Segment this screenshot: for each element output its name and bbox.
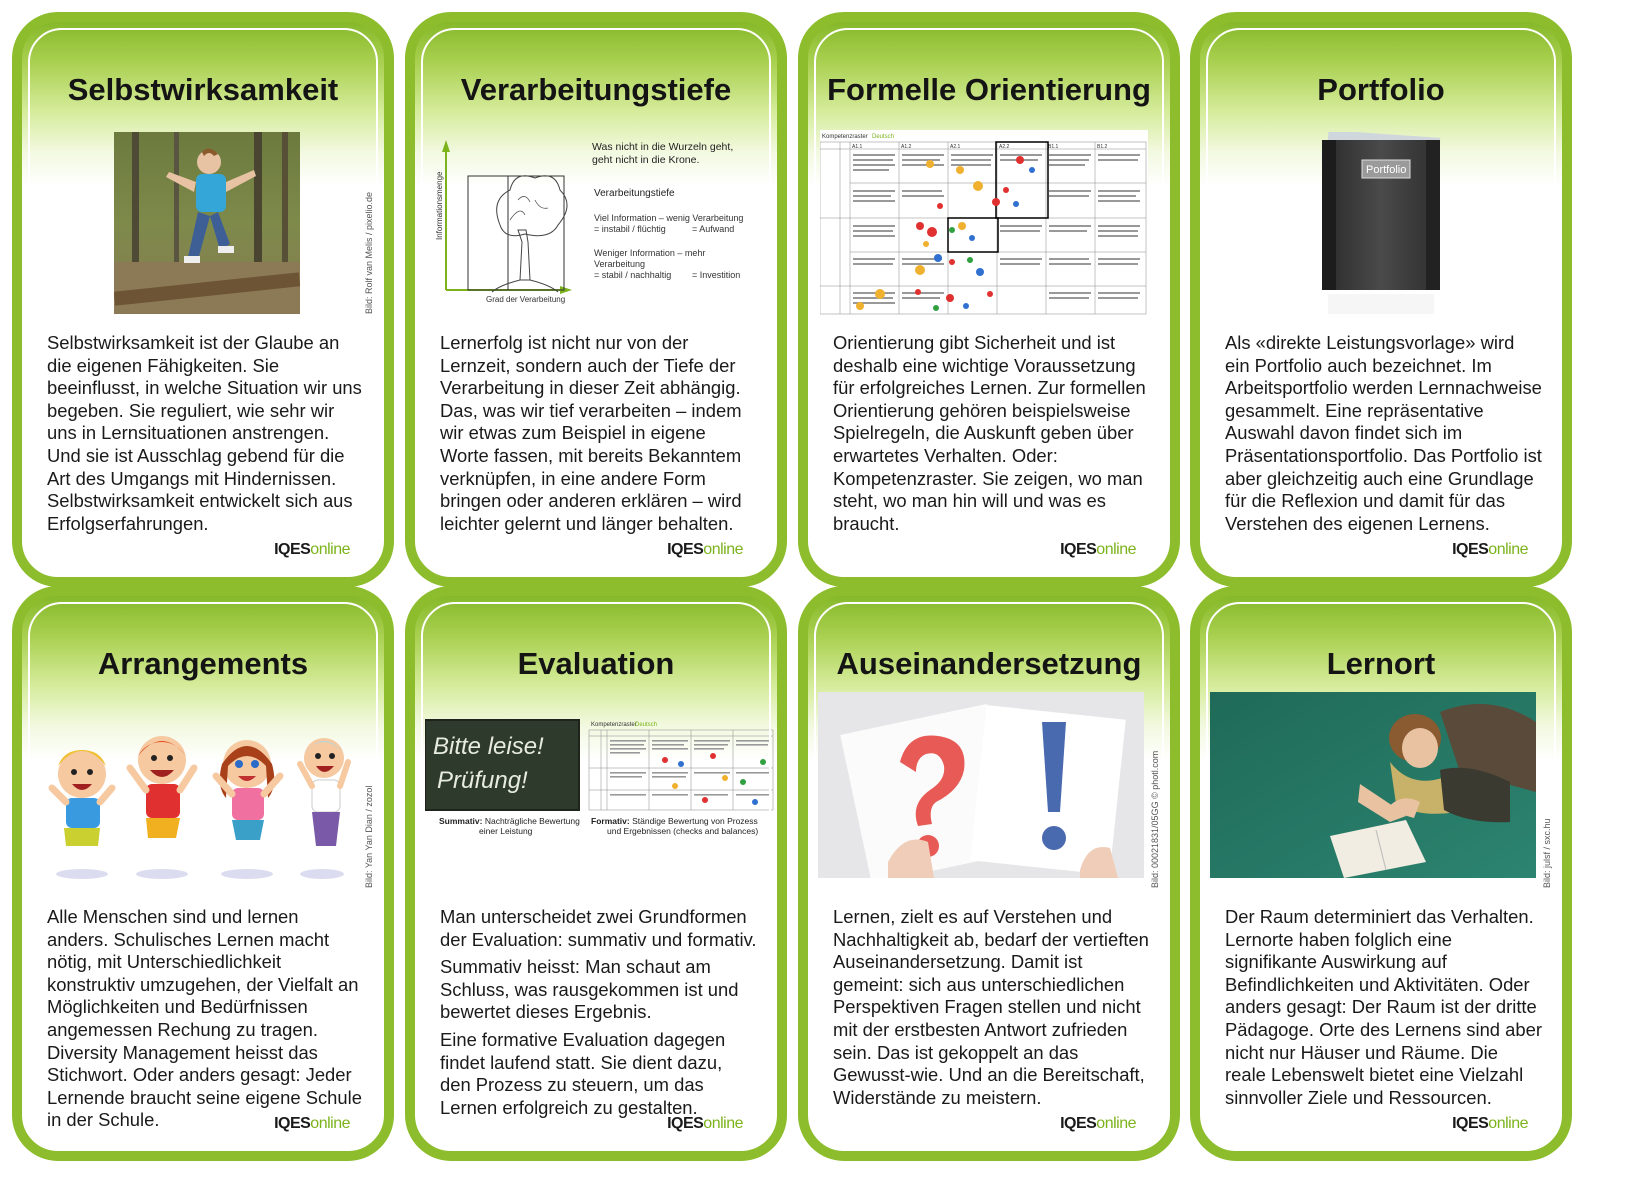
card-body — [440, 906, 757, 1119]
diagram-line1b: = instabil / flüchtig — [594, 224, 666, 234]
diagram-quote-2: geht nicht in die Krone. — [592, 154, 700, 166]
diagram-verarbeitungstiefe — [430, 130, 770, 316]
diagram-y-label: Informationsmenge — [435, 171, 444, 240]
card-body — [440, 332, 757, 535]
card-paragraph: Der Raum determiniert das Verhalten. Lernorte haben folglich eine signifikante Auswirkung auf Befindlichkeiten und Aktivitäten. Oder anders gesagt: Der Raum ist der dritte Pädagoge. Orte des Lernens sind aber nicht nur Häuser und Räume. Die reale Lebenswelt bietet eine Vielzahl sinnvoller Ziele und Ressourcen. — [1225, 906, 1542, 1108]
grid-subject: Deutsch — [635, 722, 658, 728]
iqes-logo: IQESonline — [667, 1115, 743, 1132]
card-formelle-orientierung — [798, 12, 1180, 587]
photo-credit: Bild: Rolf van Melis / pixelio.de — [364, 191, 374, 314]
card-body — [833, 332, 1150, 535]
diagram-line2c: = Investition — [692, 270, 741, 280]
card-paragraph: Man unterscheidet zwei Grundformen der Evaluation: summativ und formativ. — [440, 906, 757, 950]
card-body — [1225, 332, 1542, 535]
photo-girl-reading — [1210, 692, 1536, 878]
card-selbstwirksamkeit — [12, 12, 394, 587]
card-arrangements — [12, 586, 394, 1161]
cartoon-kids-jumping — [42, 706, 362, 886]
card-paragraph: Als «direkte Leistungsvorlage» wird ein Portfolio auch bezeichnet. Im Arbeitsportfolio werden Lernnachweise gesammelt. Eine repräsentative Auswahl davon findet sich im Präsentationsportfolio. Das Portfolio ist aber gleichzeitig auch eine Grundlage für die Reflexion und damit für das Verstehen des eigenen Lernens. — [1225, 332, 1542, 534]
iqes-logo: IQESonline — [667, 541, 743, 558]
chalkboard-line-2: Prüfung! — [437, 767, 528, 794]
grid-col-1: A1.1 — [852, 144, 863, 150]
card-title: Portfolio — [1317, 72, 1445, 107]
card-body — [1225, 906, 1542, 1109]
iqes-logo: IQESonline — [1060, 1115, 1136, 1132]
iqes-logo: IQESonline — [274, 541, 350, 558]
chalkboard-line-1: Bitte leise! — [433, 733, 544, 760]
photo-credit: Bild: 00021831/05GG © photl.com — [1150, 750, 1160, 888]
card-paragraph: Lernerfolg ist nicht nur von der Lernzeit, sondern auch der Tiefe der Verarbeitung in dieser Zeit abhängig. Das, was wir tief verarbeiten – indem wir etwas zum Beispiel in eigene Worte fassen, mit bereits Bekanntem verknüpfen, in eine andere Form bringen oder anderen erklären – wird leichter gelernt und länger behalten. — [440, 332, 742, 534]
grid-subject: Deutsch — [872, 134, 895, 140]
formativ-rest: Ständige Bewertung von Prozess — [629, 816, 758, 826]
photo-boy-balancing — [114, 132, 300, 314]
card-title: Evaluation — [517, 646, 675, 681]
card-title: Arrangements — [97, 646, 309, 681]
card-lernort — [1190, 586, 1572, 1161]
card-paragraph: Alle Menschen sind und lernen anders. Schulisches Lernen macht nötig, mit Unterschiedlichkeit konstruktiv umzugehen, der Vielfalt an Möglichkeiten und Bedürfnissen angemessen Rechung zu tragen. Diversity Management heisst das Stichwort. Oder anders gesagt: Jeder Lernende braucht seine eigene Schule in der Schule. — [47, 906, 362, 1131]
card-paragraph: Eine formative Evaluation dagegen findet laufend statt. Sie dient dazu, den Prozess zu steuern, um das Lernen erfolgreich zu gestalten. — [440, 1028, 726, 1118]
svg-text:Formativ: Ständige Bewertung v — [591, 816, 758, 826]
iqes-logo: IQESonline — [1060, 541, 1136, 558]
evaluation-illustration — [425, 716, 775, 846]
iqes-logo: IQESonline — [274, 1115, 350, 1132]
svg-text:Summativ: Nachträgliche Bewert — [439, 816, 580, 826]
photo-question-exclamation — [818, 692, 1144, 878]
card-body — [833, 906, 1150, 1109]
iqes-logo: IQESonline — [1452, 1115, 1528, 1132]
diagram-line1: Viel Information – wenig Verarbeitung — [594, 213, 744, 223]
grid-label: Kompetenzraster — [822, 134, 868, 140]
card-paragraph: Orientierung gibt Sicherheit und ist deshalb eine wichtige Voraussetzung für erfolgreiches Lernen. Zur formellen Orientierung gehören beispielsweise Spielregeln, die Auskunft geben über erwartetes Verhalten. Oder: Kompetenzraster. Sie zeigen, wo man steht, wo man hin will und was es braucht. — [833, 332, 1146, 534]
binder-label: Portfolio — [1366, 164, 1407, 176]
grid-label: Kompetenzraster — [591, 722, 637, 728]
iqes-logo: IQESonline — [1452, 541, 1528, 558]
photo-credit: Bild: julsf / sxc.hu — [1542, 818, 1552, 888]
diagram-line1c: = Aufwand — [692, 224, 735, 234]
grid-col-6: B1.2 — [1097, 144, 1108, 150]
card-auseinandersetzung — [798, 586, 1180, 1161]
card-verarbeitungstiefe — [405, 12, 787, 587]
diagram-x-label: Grad der Verarbeitung — [486, 295, 566, 304]
diagram-line2a: Verarbeitung — [594, 259, 646, 269]
card-body — [47, 906, 364, 1132]
kompetenzraster-image — [820, 130, 1148, 316]
card-portfolio — [1190, 12, 1572, 587]
card-paragraph: Lernen, zielt es auf Verstehen und Nachhaltigkeit ab, bedarf der vertieften Auseinandersetzung. Damit ist gemeint: sich aus unterschiedlichen Perspektiven Fragen stellen und nicht mit der erstbesten Antwort zufrieden sein. Das ist gekoppelt an das Gewusst-wie. Und an die Bereitschaft, Widerstände zu meistern. — [833, 906, 1149, 1108]
grid-col-4: A2.2 — [999, 144, 1010, 150]
formativ-bold: Formativ: — [591, 816, 630, 826]
card-title: Selbstwirksamkeit — [67, 72, 339, 107]
summativ-rest: Nachträgliche Bewertung — [482, 816, 580, 826]
formativ-line2: und Ergebnissen (checks and balances) — [607, 826, 759, 836]
diagram-quote-1: Was nicht in die Wurzeln geht, — [592, 141, 734, 153]
card-title: Formelle Orientierung — [827, 72, 1151, 107]
card-title: Lernort — [1326, 646, 1436, 681]
summativ-bold: Summativ: — [439, 816, 483, 826]
card-paragraph: Summativ heisst: Man schaut am Schluss, was rausgekommen ist und bewertet dieses Ergebnis. — [440, 956, 739, 1023]
grid-col-2: A1.2 — [901, 144, 912, 150]
card-evaluation — [405, 586, 787, 1161]
grid-col-3: A2.1 — [950, 144, 961, 150]
grid-col-5: B1.1 — [1048, 144, 1059, 150]
binder-image — [1310, 132, 1455, 316]
photo-credit: Bild: Yan Yan Dian / zozol — [364, 785, 374, 888]
diagram-heading: Verarbeitungstiefe — [594, 188, 675, 199]
diagram-line2: Weniger Information – mehr — [594, 248, 706, 258]
card-paragraph: Selbstwirksamkeit ist der Glaube an die eigenen Fähigkeiten. Sie beeinflusst, in welche Situation wir uns begeben. Sie reguliert, wie sehr wir uns in Lernsituationen anstrengen. Und sie ist Ausschlag gebend für die Art des Umgangs mit Hindernissen. Selbstwirksamkeit entwickelt sich aus Erfolgserfahrungen. — [47, 332, 362, 534]
summativ-line2: einer Leistung — [479, 826, 533, 836]
card-body — [47, 332, 364, 535]
card-title: Auseinandersetzung — [836, 646, 1142, 681]
card-title: Verarbeitungstiefe — [460, 72, 732, 107]
diagram-line2b: = stabil / nachhaltig — [594, 270, 672, 280]
